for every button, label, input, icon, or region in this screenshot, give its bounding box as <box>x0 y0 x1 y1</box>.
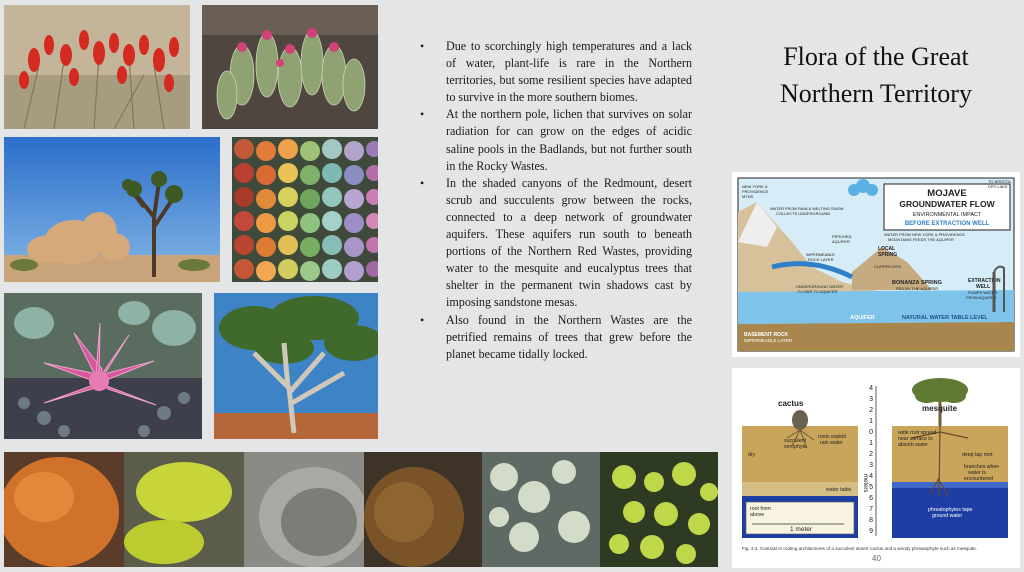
groundwater-subtitle-2: BEFORE EXTRACTION WELL <box>904 221 990 227</box>
label-local-1: LOCAL <box>878 246 896 252</box>
label-bonanza-sub: FED BY THE AQUIFER <box>896 286 939 291</box>
axis-tick: 9 <box>869 528 873 535</box>
label-underground-1: UNDERGROUND WATER <box>796 284 844 289</box>
label-water-table: NATURAL WATER TABLE LEVEL <box>902 315 988 321</box>
label-aquifer: AQUIFER <box>850 315 875 321</box>
label-succulent-2: xerophyte <box>784 444 807 450</box>
label-roots-exploit-1: roots exploit <box>818 434 846 440</box>
label-bristol-2: DRY LAKE <box>988 184 1008 189</box>
label-extraction-2: WELL <box>976 284 991 290</box>
label-local-2: SPRING <box>878 252 898 258</box>
groundwater-subtitle-1: ENVIRONMENTAL IMPACT <box>912 212 982 218</box>
label-phreatophytes-2: ground water <box>932 513 963 519</box>
label-extraction-4: FROM AQUIFER <box>966 295 997 300</box>
label-root-from-1: root from <box>750 506 771 512</box>
axis-tick: 2 <box>869 407 873 414</box>
label-perched-1: PERCHED <box>832 234 852 239</box>
axis-tick: 3 <box>869 396 873 403</box>
label-ny-1: NEW YORK & <box>742 184 768 189</box>
axis-tick: 0 <box>869 429 873 436</box>
label-water-table: water table <box>826 487 852 493</box>
label-flow-1: WATER FROM NEW YORK & PROVIDENCE <box>884 232 966 237</box>
label-wide-2: near surface to <box>898 436 933 442</box>
label-deep-tap: deep tap root <box>962 452 993 458</box>
label-basement-2: IMPERMEABLE LAYER <box>744 338 793 343</box>
label-wide-1: wide root spread <box>898 430 937 436</box>
label-bristol-1: TO BRISTOL <box>988 179 1012 184</box>
axis-tick: 5 <box>869 484 873 491</box>
hedgehog-cactus-photo <box>202 5 378 129</box>
lichen-strip-photo <box>4 452 718 567</box>
label-bonanza: BONANZA SPRING <box>892 280 942 286</box>
axis-tick: 8 <box>869 517 873 524</box>
label-branches-2: water is <box>968 470 986 476</box>
axis-tick: 4 <box>869 473 873 480</box>
label-branches-1: branches when <box>964 464 1000 470</box>
label-impermeable-1: IMPERMEABLE <box>806 252 835 257</box>
label-mesquite: mesquite <box>922 404 958 413</box>
eucalyptus-tree-photo <box>214 293 378 439</box>
label-rain-1: WATER FROM RAIN & MELTING SNOW <box>770 206 844 211</box>
joshua-tree-photo <box>4 137 220 282</box>
label-clipper: CLIPPER MTN <box>874 264 901 269</box>
figure-caption: Fig. 3.3. Contrast in rooting architectures of a succulent desert cactus and a woody phreatophyte such as mesquite. <box>742 546 977 551</box>
axis-tick: 2 <box>869 451 873 458</box>
label-impermeable-2: ROCK LAYER <box>808 257 834 262</box>
label-root-from-2: above <box>750 512 765 518</box>
bullet-item: • Due to scorchingly high temperatures and a lack of water, plant-life is rare in the Northern territories, but some resilient species have adapted to survive in the more southern biomes. <box>418 38 692 106</box>
axis-tick: 1 <box>869 418 873 425</box>
root-architecture-diagram <box>732 368 1020 568</box>
page-number: 40 <box>872 554 881 563</box>
label-underground-2: FLOWS TO AQUIFER <box>798 289 838 294</box>
label-ny-3: MTNS <box>742 194 754 199</box>
bullet-item: • In the shaded canyons of the Redmount, desert scrub and succulents grow between the rocks, connected to a deep network of groundwater aquifers. These aquifers run south to beneath portions of the Northern Red Wastes, providing water to the mesquite and eucalyptus trees that shelter in the permanent twin shadows cast by imposing sandstone mesas. <box>418 175 692 312</box>
axis-label-meters: meters <box>862 474 868 493</box>
groundwater-flow-diagram <box>732 172 1020 357</box>
label-extraction-1: EXTRACTION <box>968 278 1001 284</box>
groundwater-title-2: GROUNDWATER FLOW <box>899 199 995 209</box>
label-extraction-3: PUMPS WATER <box>968 290 998 295</box>
paintbrush-flowers-photo <box>4 5 190 129</box>
axis-tick: 4 <box>869 385 873 392</box>
label-cactus: cactus <box>778 399 804 408</box>
label-flow-2: MOUNTAINS FEEDS THE AQUIFER <box>888 237 954 242</box>
slide-title: Flora of the Great Northern Territory <box>780 42 972 108</box>
axis-tick: 3 <box>869 462 873 469</box>
label-phreatophytes-1: phreatophytes tape <box>928 507 973 513</box>
bullet-item: • Also found in the Northern Wastes are the petrified remains of trees that grew before the planet became tidally locked. <box>418 312 692 363</box>
axis-tick: 7 <box>869 506 873 513</box>
label-succulent-1: succulent <box>784 438 806 444</box>
flora-bullet-list <box>418 38 692 363</box>
label-meter: 1 meter <box>790 526 813 533</box>
label-dry: dry <box>748 452 756 458</box>
axis-tick: 6 <box>869 495 873 502</box>
bullet-item: • At the northern pole, lichen that survives on solar radiation for can grow on the edges of acidic saline pools in the Badlands, but not further south in the Rocky Wastes. <box>418 106 692 174</box>
succulent-grid-photo <box>232 137 378 282</box>
label-rain-2: COLLECTS UNDERGROUND <box>776 211 831 216</box>
echeveria-photo <box>4 293 202 439</box>
axis-tick: 1 <box>869 440 873 447</box>
label-wide-3: absorb water <box>898 442 928 448</box>
groundwater-title-1: MOJAVE <box>927 188 967 199</box>
label-basement-1: BASEMENT ROCK <box>744 332 789 338</box>
label-perched-2: AQUIFER <box>832 239 850 244</box>
label-roots-exploit-2: rain water <box>820 440 843 446</box>
label-branches-3: encountered <box>964 476 993 482</box>
label-ny-2: PROVIDENCE <box>742 189 769 194</box>
